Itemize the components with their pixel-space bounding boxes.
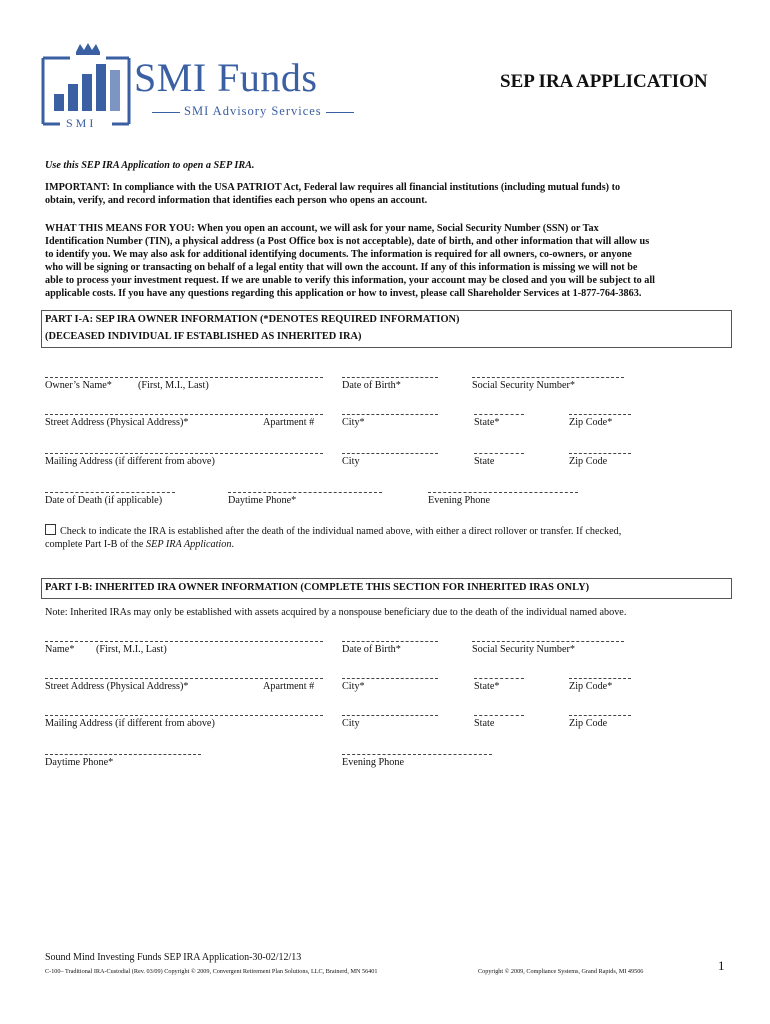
inherited-check-text: Check to indicate the IRA is established after the death of the individual named above, with either a direct rollover or transfer. If checked, <box>60 526 622 537</box>
part1b-note: Note: Inherited IRAs may only be established with assets acquired by a nonspouse beneficiary due to the death of the individual named above. <box>45 607 627 618</box>
important-line-2: obtain, verify, and record information that identifies each person who opens an account. <box>45 195 428 206</box>
check-line2-suffix: . <box>231 539 235 550</box>
owner-mailing-label: Mailing Address (if different from above) <box>45 456 215 467</box>
inh-ssn-label: Social Security Number* <box>472 644 575 655</box>
use-line: Use this SEP IRA Application to open a SEP IRA. <box>45 160 255 171</box>
what-line-4: who will be signing or transacting on behalf of a legal entity that will own the account. If any of this information is missing we will not be <box>45 262 638 273</box>
owner-name-format-label: (First, M.I., Last) <box>138 380 209 391</box>
owner-mail-city-label: City <box>342 456 360 467</box>
owner-zip-label: Zip Code* <box>569 417 613 428</box>
what-line-5: able to process your investment request. If we are unable to verify this information, your account may be closed and you will be subject to all <box>45 275 656 286</box>
owner-mail-zip-field[interactable] <box>569 453 631 454</box>
inh-street-label: Street Address (Physical Address)* <box>45 681 189 692</box>
inh-name-field[interactable] <box>45 641 323 642</box>
inh-day-phone-field[interactable] <box>45 754 201 755</box>
inherited-check-row <box>45 524 621 538</box>
owner-day-phone-label: Daytime Phone* <box>228 495 297 506</box>
owner-eve-phone-label: Evening Phone <box>428 495 490 506</box>
document-title: SEP IRA APPLICATION <box>500 71 708 92</box>
part1a-heading: PART I-A: SEP IRA OWNER INFORMATION (*DENOTES REQUIRED INFORMATION) <box>45 314 460 325</box>
what-line-6: applicable costs. If you have any questions regarding this application or how to invest, please call Shareholder Services at 1-877-764-3863. <box>45 288 642 299</box>
inh-mail-city-label: City <box>342 718 360 729</box>
footer-doc-id: Sound Mind Investing Funds SEP IRA Application-30-02/12/13 <box>45 952 302 963</box>
owner-mail-state-field[interactable] <box>474 453 524 454</box>
owner-street-field[interactable] <box>45 414 323 415</box>
owner-dod-label: Date of Death (if applicable) <box>45 495 163 506</box>
inh-zip-field[interactable] <box>569 678 631 679</box>
owner-dob-label: Date of Birth* <box>342 380 401 391</box>
owner-state-label: State* <box>474 417 500 428</box>
owner-apt-label: Apartment # <box>263 417 315 428</box>
logo-subtitle <box>148 104 358 119</box>
inh-mail-zip-label: Zip Code <box>569 718 608 729</box>
inh-street-field[interactable] <box>45 678 323 679</box>
inh-eve-phone-label: Evening Phone <box>342 757 404 768</box>
inh-ssn-field[interactable] <box>472 641 624 642</box>
owner-mailing-field[interactable] <box>45 453 323 454</box>
inh-state-label: State* <box>474 681 500 692</box>
inh-mail-state-field[interactable] <box>474 715 524 716</box>
inh-mailing-field[interactable] <box>45 715 323 716</box>
inh-dob-field[interactable] <box>342 641 438 642</box>
logo-subtitle-text: SMI Advisory Services <box>184 104 322 118</box>
owner-mail-state-label: State <box>474 456 495 467</box>
owner-city-label: City* <box>342 417 365 428</box>
inherited-check-line-2 <box>45 538 234 551</box>
inh-dob-label: Date of Birth* <box>342 644 401 655</box>
inh-city-label: City* <box>342 681 365 692</box>
inh-name-label: Name* <box>45 644 75 655</box>
logo-title: SMI Funds <box>134 55 318 100</box>
owner-ssn-field[interactable] <box>472 377 624 378</box>
owner-mail-city-field[interactable] <box>342 453 438 454</box>
inh-mail-state-label: State <box>474 718 495 729</box>
owner-zip-field[interactable] <box>569 414 631 415</box>
owner-name-label: Owner’s Name* <box>45 380 112 391</box>
inh-apt-label: Apartment # <box>263 681 315 692</box>
what-line-3: to identify you. We may also ask for additional identifying documents. The information is required for all owners, co-owners, or anyone <box>45 249 632 260</box>
important-line-1: IMPORTANT: In compliance with the USA PATRIOT Act, Federal law requires all financial institutions (including mutual funds) to <box>45 182 621 193</box>
owner-state-field[interactable] <box>474 414 524 415</box>
inh-state-field[interactable] <box>474 678 524 679</box>
owner-day-phone-field[interactable] <box>228 492 382 493</box>
owner-city-field[interactable] <box>342 414 438 415</box>
owner-street-label: Street Address (Physical Address)* <box>45 417 189 428</box>
part1a-heading-sub: (DECEASED INDIVIDUAL IF ESTABLISHED AS INHERITED IRA) <box>45 331 362 342</box>
owner-dod-field[interactable] <box>45 492 175 493</box>
page-number: 1 <box>718 958 725 973</box>
owner-mail-zip-label: Zip Code <box>569 456 608 467</box>
logo-mark-text: SMI <box>66 116 97 130</box>
what-line-1: WHAT THIS MEANS FOR YOU: When you open an account, we will ask for your name, Social Security Number (SSN) or Tax <box>45 223 599 234</box>
inh-city-field[interactable] <box>342 678 438 679</box>
owner-dob-field[interactable] <box>342 377 438 378</box>
footer-copyright-1: C-100– Traditional IRA-Custodial (Rev. 03/09) Copyright © 2009, Convergent Retirement Plan Solutions, LLC, Brainerd, MN 56401 <box>45 968 378 975</box>
inh-day-phone-label: Daytime Phone* <box>45 757 114 768</box>
check-line2-italic: SEP IRA Application <box>146 539 232 550</box>
inh-eve-phone-field[interactable] <box>342 754 492 755</box>
inh-mail-zip-field[interactable] <box>569 715 631 716</box>
inh-zip-label: Zip Code* <box>569 681 613 692</box>
check-line2-prefix: complete Part I-B of the <box>45 539 146 550</box>
owner-name-field[interactable] <box>45 377 323 378</box>
owner-ssn-label: Social Security Number* <box>472 380 575 391</box>
inh-mailing-label: Mailing Address (if different from above) <box>45 718 215 729</box>
inh-mail-city-field[interactable] <box>342 715 438 716</box>
part1b-heading: PART I-B: INHERITED IRA OWNER INFORMATION (COMPLETE THIS SECTION FOR INHERITED IRAS ONLY) <box>45 582 590 593</box>
inherited-checkbox[interactable] <box>45 524 56 535</box>
inh-name-format-label: (First, M.I., Last) <box>96 644 167 655</box>
what-line-2: Identification Number (TIN), a physical address (a Post Office box is not acceptable), date of birth, and other information that will allow us <box>45 236 650 247</box>
owner-eve-phone-field[interactable] <box>428 492 578 493</box>
footer-copyright-2: Copyright © 2009, Compliance Systems, Grand Rapids, MI 49506 <box>478 968 644 975</box>
